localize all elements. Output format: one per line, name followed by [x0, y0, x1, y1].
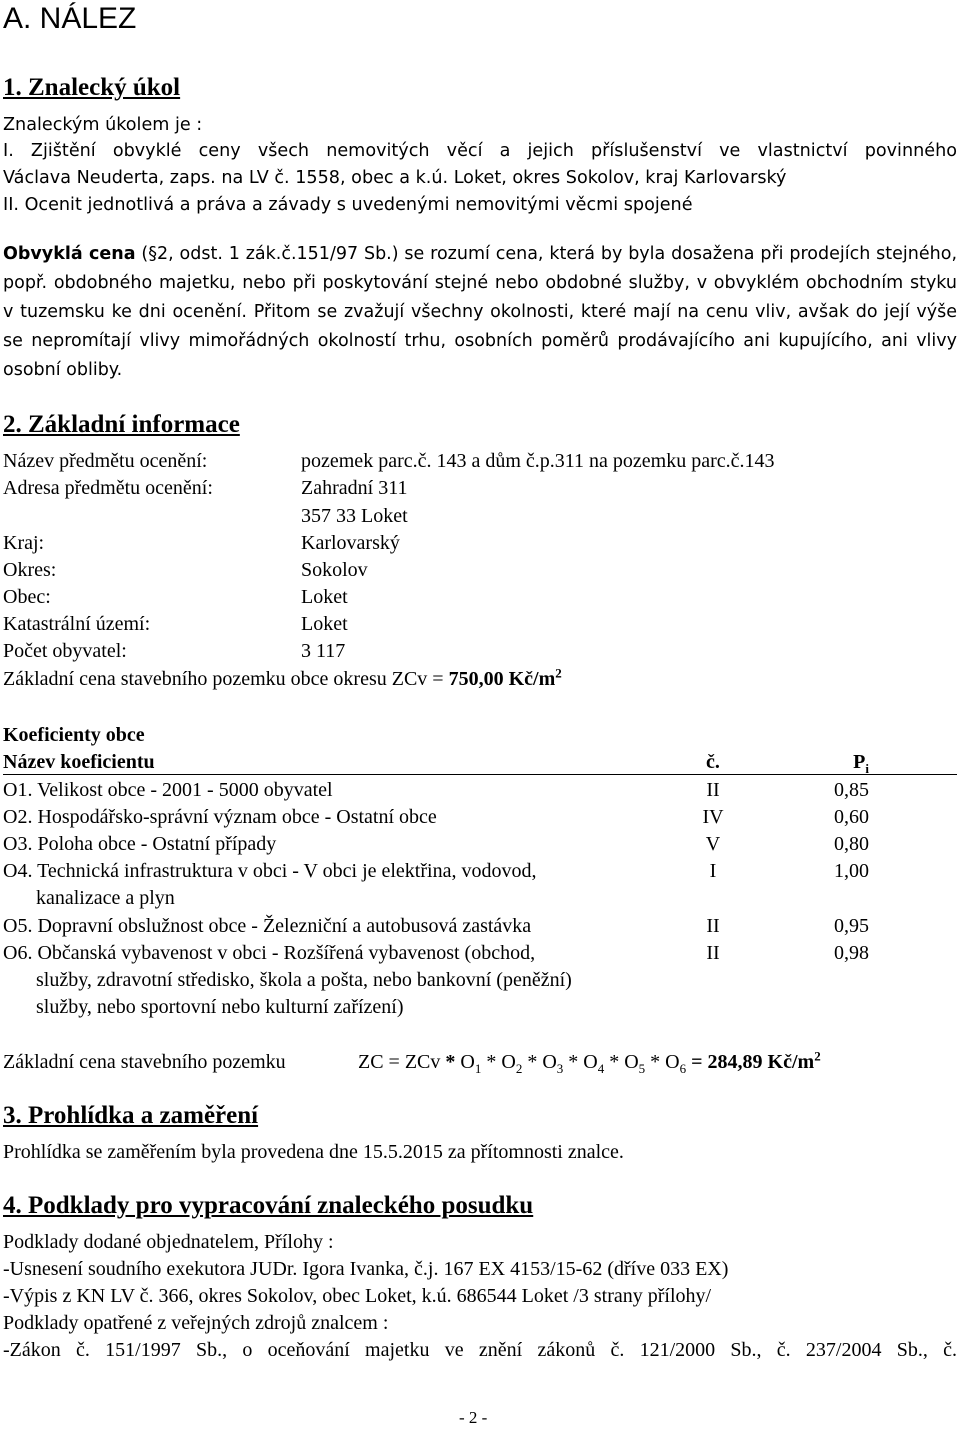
info-label: Okres:: [3, 559, 57, 581]
coef-class: I: [709, 860, 717, 882]
info-value: Sokolov: [301, 559, 368, 581]
formula-result: 284,89 $Kč/m^2$: [707, 1048, 821, 1073]
coef-name: O5. Dopravní obslužnost obce - Železniční a autobusová zastávka: [3, 915, 532, 937]
task-item-1-line-1: I. Zjištění obvyklé ceny všech nemovitých věcí a jejich příslušenství ve vlastnictví povinného: [3, 141, 957, 161]
coef-name-cont: kanalizace a plyn: [36, 887, 175, 909]
base-price-label: Základní cena stavebního pozemku obce okresu ZCv =: [3, 668, 449, 690]
definition-legal-reference: §2, odst. 1 zák.č.151/97 Sb.: [148, 244, 392, 264]
price-formula: ZC = ZCv * $O_1 * O_2 * O_3 * O_4 * O_5 * O_6 = 284,89$ $Kč/m^2$: [358, 1048, 821, 1076]
info-value: 3 117: [301, 640, 346, 662]
definition-ref-open: (: [135, 244, 149, 264]
document-title: A. NÁLEZ: [3, 2, 137, 35]
table-header-rule: [3, 774, 957, 775]
info-label: Obec:: [3, 586, 51, 608]
base-price-value: 750,00 $Kč/m^2$: [448, 665, 562, 690]
info-value: Zahradní 311: [301, 477, 408, 499]
coef-name: O6. Občanská vybavenost v obci - Rozšířená vybavenost (obchod,: [3, 942, 536, 964]
coef-name: O1. Velikost obce - 2001 - 5000 obyvatel: [3, 779, 333, 801]
coef-value: 0,95: [834, 915, 869, 937]
page-number: - 2 -: [459, 1408, 488, 1427]
coef-name: O3. Poloha obce - Ostatní případy: [3, 833, 277, 855]
section-3-heading: 3. Prohlídka a zaměření: [3, 1102, 259, 1129]
info-value: Loket: [301, 586, 348, 608]
coef-value: 0,60: [834, 806, 869, 828]
info-label: Katastrální území:: [3, 613, 151, 635]
coef-value: 1,00: [834, 860, 869, 882]
col-header-class: č.: [706, 751, 720, 773]
coef-class: II: [706, 942, 720, 964]
base-price-line: [3, 666, 562, 693]
usual-price-term: Obvyklá cena: [3, 244, 136, 264]
definition-text: ) se rozumí cena, která by byla dosažena při prodejích stejného, popř. obdobného majetku, nebo při poskytování stejné nebo obdobné služby, v obvyklém obchodním styku v tuzemsku ke dni ocenění. Přitom se zvažují všechny okolnosti, které mají na cenu vliv, avšak do její výše se nepromítají vlivy mimořádných okolností trhu, osobních poměrů prodávajícího ani kupujícího, ani vlivy osobní obliby.: [3, 244, 958, 380]
task-intro: Znaleckým úkolem je :: [3, 115, 203, 135]
coef-name-cont: služby, nebo sportovní nebo kulturní zařízení): [36, 996, 404, 1018]
coef-class: IV: [702, 806, 724, 828]
section-1-heading: 1. Znalecký úkol: [3, 74, 181, 101]
coef-class: II: [706, 915, 720, 937]
info-label: Počet obyvatel:: [3, 640, 127, 662]
sources-line: Podklady opatřené z veřejných zdrojů znalcem :: [3, 1312, 389, 1334]
sources-line: Podklady dodané objednatelem, Přílohy :: [3, 1231, 334, 1253]
usual-price-definition: [3, 240, 957, 385]
coef-name: O4. Technická infrastruktura v obci - V obci je elektřina, vodovod,: [3, 860, 537, 882]
formula-label: Základní cena stavebního pozemku: [3, 1051, 286, 1073]
sources-line: -Zákon č. 151/1997 Sb., o oceňování majetku ve znění zákonů č. 121/2000 Sb., č. 237/2004 Sb., č.: [3, 1339, 957, 1361]
coef-name-cont: služby, zdravotní středisko, škola a pošta, nebo bankovní (peněžní): [36, 969, 572, 991]
inspection-text: Prohlídka se zaměřením byla provedena dne 15.5.2015 za přítomnosti znalce.: [3, 1141, 624, 1163]
col-header-p: $P_i$: [853, 751, 869, 776]
info-label: Adresa předmětu ocenění:: [3, 477, 213, 499]
sources-line: -Usnesení soudního exekutora JUDr. Igora Ivanka, č.j. 167 EX 4153/15-62 (dříve 033 EX): [3, 1258, 729, 1280]
info-label: Kraj:: [3, 532, 45, 554]
section-2-heading: 2. Základní informace: [3, 411, 240, 438]
sources-line: -Výpis z KN LV č. 366, okres Sokolov, obec Loket, k.ú. 686544 Loket /3 strany přílohy/: [3, 1285, 712, 1307]
task-item-1-line-2: Václava Neuderta, zaps. na LV č. 1558, obec a k.ú. Loket, okres Sokolov, kraj Karlovarský: [3, 168, 787, 188]
col-header-name: Název koeficientu: [3, 751, 155, 773]
coef-value: 0,85: [834, 779, 869, 801]
coef-name: O2. Hospodářsko-správní význam obce - Ostatní obce: [3, 806, 437, 828]
coef-class: V: [705, 833, 721, 855]
coef-class: II: [706, 779, 720, 801]
info-value: Karlovarský: [301, 532, 400, 554]
info-value: pozemek parc.č. 143 a dům č.p.311 na pozemku parc.č.143: [301, 450, 775, 472]
coef-value: 0,98: [834, 942, 869, 964]
coef-value: 0,80: [834, 833, 869, 855]
info-label: Název předmětu ocenění:: [3, 450, 208, 472]
info-value: 357 33 Loket: [301, 505, 408, 527]
task-item-2: II. Ocenit jednotlivá a práva a závady s uvedenými nemovitými věcmi spojené: [3, 195, 693, 215]
section-4-heading: 4. Podklady pro vypracování znaleckého posudku: [3, 1192, 534, 1219]
coefficients-title: Koeficienty obce: [3, 724, 145, 746]
info-value: Loket: [301, 613, 348, 635]
